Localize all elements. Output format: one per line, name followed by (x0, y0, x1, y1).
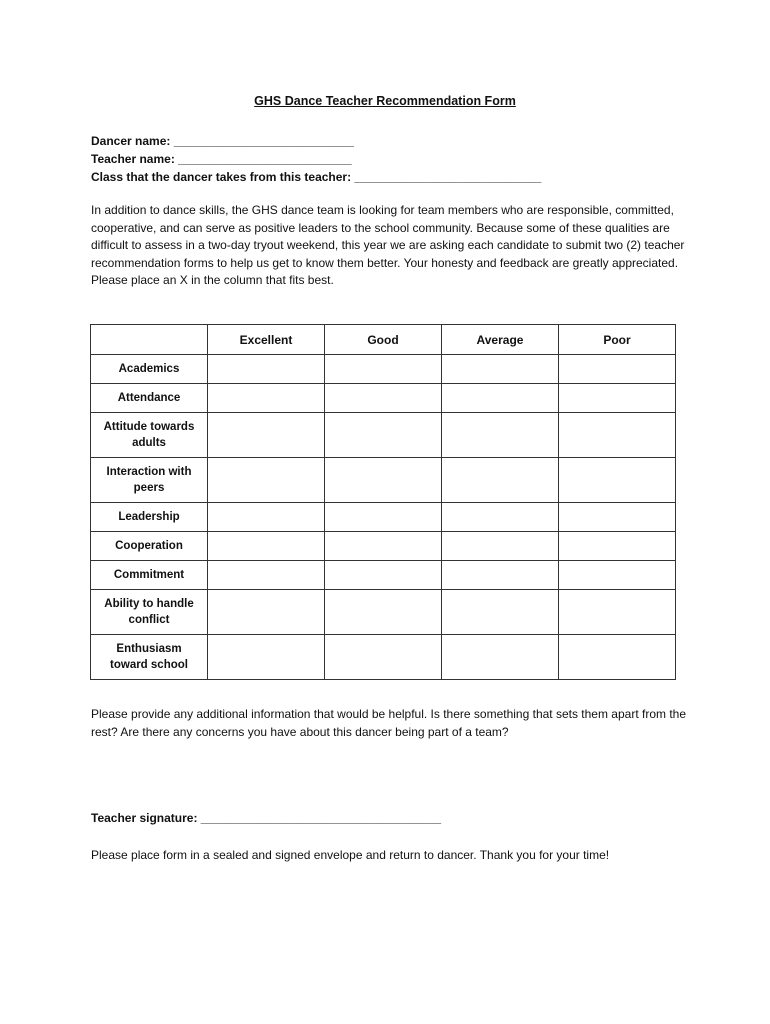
column-header-average: Average (442, 325, 559, 355)
teacher-signature-field[interactable]: Teacher signature: ____________________________________ (91, 811, 442, 825)
rating-cell-excellent[interactable] (208, 413, 325, 458)
table-row (91, 503, 676, 532)
row-label-interaction: Interaction with peers (91, 458, 208, 503)
rating-cell-excellent[interactable] (208, 355, 325, 384)
form-title: GHS Dance Teacher Recommendation Form (254, 94, 516, 108)
rating-cell-good[interactable] (325, 590, 442, 635)
rating-cell-excellent[interactable] (208, 532, 325, 561)
row-label-attendance: Attendance (91, 384, 208, 413)
row-label-enthusiasm: Enthusiasm toward school (91, 635, 208, 680)
rating-cell-excellent[interactable] (208, 590, 325, 635)
rating-cell-average[interactable] (442, 635, 559, 680)
rating-cell-poor[interactable] (559, 503, 676, 532)
additional-info-prompt: Please provide any additional information that would be helpful. Is there something that sets them apart from the rest? Are there any concerns you have about this dancer being part of a team? (91, 707, 687, 739)
table-row (91, 532, 676, 561)
table-header-row (91, 325, 676, 355)
rating-table (90, 324, 676, 680)
rating-cell-average[interactable] (442, 561, 559, 590)
rating-cell-excellent[interactable] (208, 635, 325, 680)
row-label-academics: Academics (91, 355, 208, 384)
rating-cell-good[interactable] (325, 384, 442, 413)
rating-cell-poor[interactable] (559, 561, 676, 590)
rating-cell-average[interactable] (442, 355, 559, 384)
column-header-excellent: Excellent (208, 325, 325, 355)
rating-cell-poor[interactable] (559, 590, 676, 635)
row-label-conflict: Ability to handle conflict (91, 590, 208, 635)
rating-cell-good[interactable] (325, 355, 442, 384)
rating-cell-poor[interactable] (559, 458, 676, 503)
rating-cell-poor[interactable] (559, 635, 676, 680)
teacher-name-field[interactable]: Teacher name: __________________________ (91, 152, 352, 166)
table-row (91, 590, 676, 635)
row-label-commitment: Commitment (91, 561, 208, 590)
closing-note: Please place form in a sealed and signed envelope and return to dancer. Thank you for your time! (91, 848, 610, 862)
table-row (91, 355, 676, 384)
rating-cell-average[interactable] (442, 503, 559, 532)
rating-cell-average[interactable] (442, 384, 559, 413)
header-blank-cell (91, 325, 208, 355)
rating-cell-good[interactable] (325, 458, 442, 503)
table-row (91, 413, 676, 458)
rating-cell-poor[interactable] (559, 355, 676, 384)
rating-cell-poor[interactable] (559, 413, 676, 458)
rating-cell-excellent[interactable] (208, 503, 325, 532)
rating-cell-average[interactable] (442, 532, 559, 561)
rating-cell-average[interactable] (442, 413, 559, 458)
rating-cell-excellent[interactable] (208, 384, 325, 413)
rating-cell-excellent[interactable] (208, 458, 325, 503)
rating-cell-good[interactable] (325, 413, 442, 458)
rating-cell-average[interactable] (442, 590, 559, 635)
rating-cell-good[interactable] (325, 532, 442, 561)
rating-cell-poor[interactable] (559, 384, 676, 413)
column-header-poor: Poor (559, 325, 676, 355)
rating-cell-poor[interactable] (559, 532, 676, 561)
table-row (91, 635, 676, 680)
rating-cell-average[interactable] (442, 458, 559, 503)
intro-paragraph: In addition to dance skills, the GHS dance team is looking for team members who are responsible, committed, cooperative, and can serve as positive leaders to the school community. Because some of these qualities are difficult to assess in a two-day tryout weekend, this year we are asking each candidate to submit two (2) teacher recommendation forms to help us get to know them better. Your honesty and feedback are greatly appreciated. Please place an X in the column that fits best. (91, 203, 685, 288)
rating-cell-good[interactable] (325, 561, 442, 590)
info-fields (91, 132, 541, 186)
row-label-attitude: Attitude towards adults (91, 413, 208, 458)
table-row (91, 384, 676, 413)
row-label-cooperation: Cooperation (91, 532, 208, 561)
table-row (91, 458, 676, 503)
rating-cell-excellent[interactable] (208, 561, 325, 590)
table-row (91, 561, 676, 590)
rating-cell-good[interactable] (325, 503, 442, 532)
rating-cell-good[interactable] (325, 635, 442, 680)
dancer-name-field[interactable]: Dancer name: ___________________________ (91, 134, 354, 148)
row-label-leadership: Leadership (91, 503, 208, 532)
class-taken-field[interactable]: Class that the dancer takes from this teacher: ____________________________ (91, 170, 542, 184)
column-header-good: Good (325, 325, 442, 355)
